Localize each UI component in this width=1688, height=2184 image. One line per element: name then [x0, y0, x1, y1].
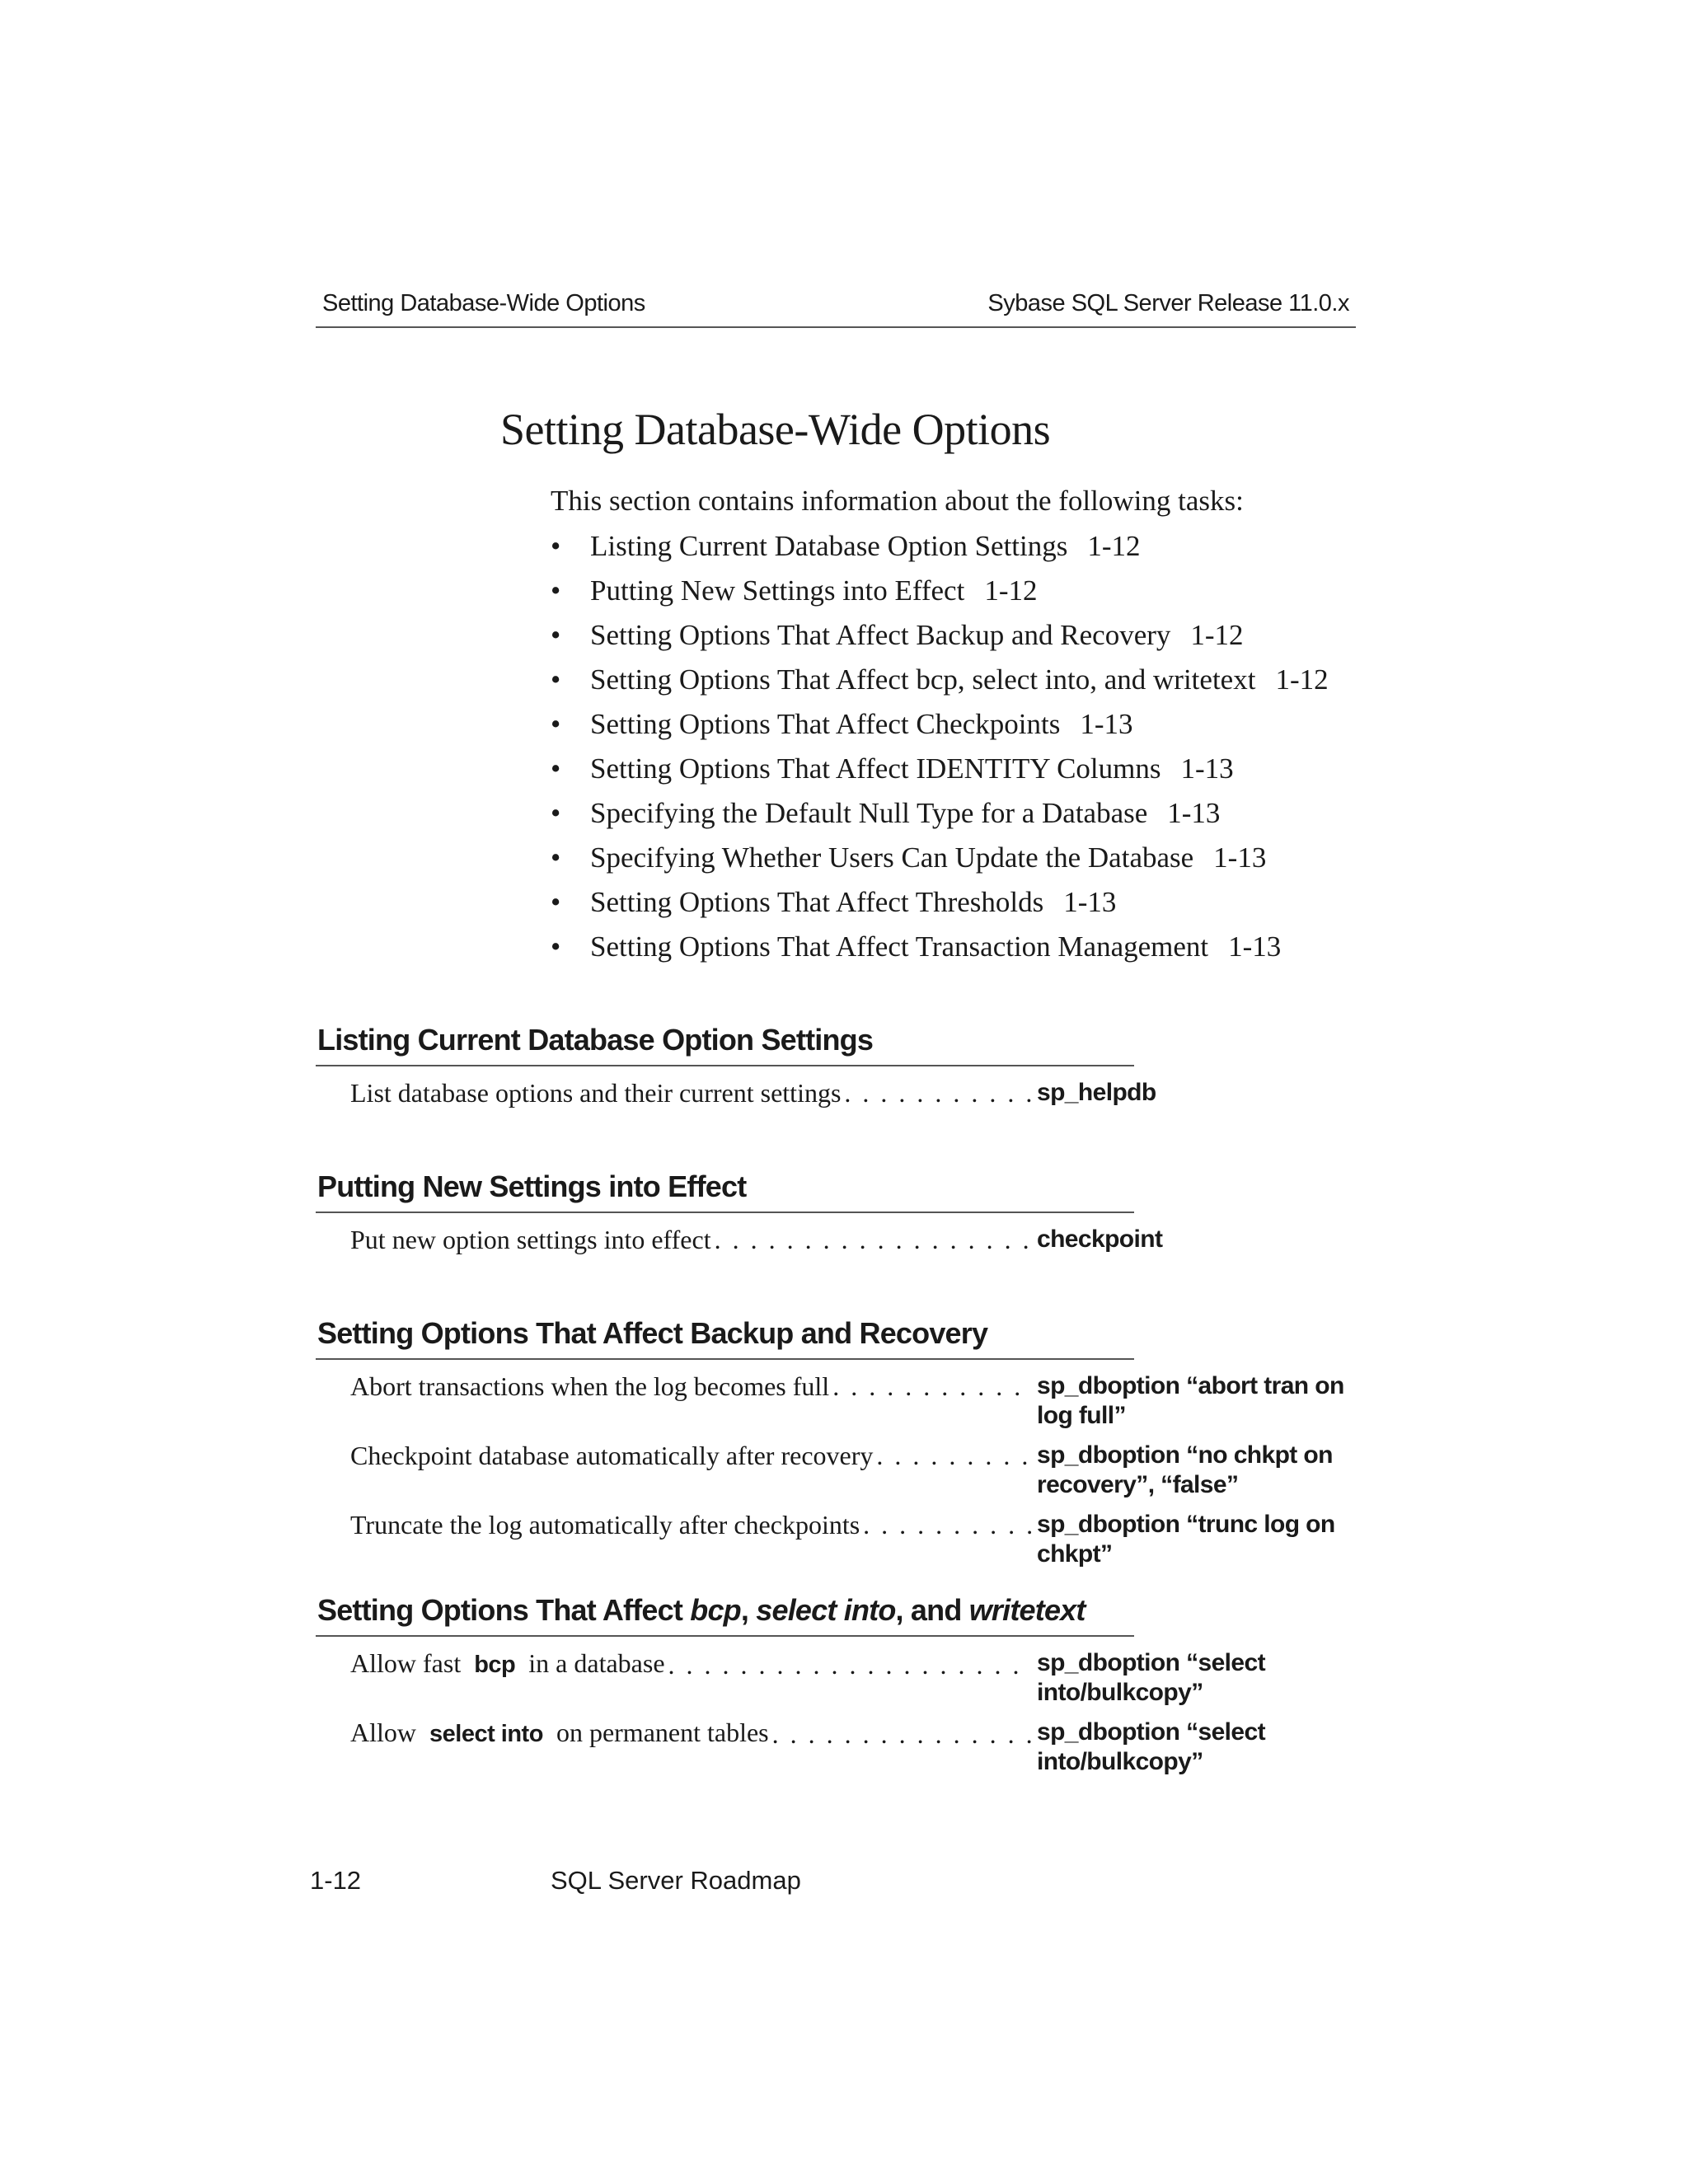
running-header-release: Sybase SQL Server Release 11.0.x: [987, 290, 1349, 316]
task-label: Setting Options That Affect Transaction Management: [590, 930, 1209, 963]
heading-prefix: Setting Options That Affect: [317, 1593, 683, 1627]
bullet-icon: •: [551, 619, 561, 651]
task-list: [551, 524, 1329, 969]
command-description: [350, 1225, 1037, 1254]
task-item: [551, 524, 1329, 569]
command-row: [350, 1510, 1335, 1569]
section-heading: Setting Options That Affect Backup and Recovery: [316, 1309, 1134, 1360]
task-item: [551, 880, 1329, 925]
heading-writetext: writetext: [968, 1593, 1085, 1627]
task-page: 1-13: [1213, 841, 1267, 874]
bullet-icon: •: [551, 530, 561, 562]
inline-code: select into: [429, 1721, 543, 1747]
description-pre: Allow fast: [350, 1648, 468, 1678]
task-label: Setting Options That Affect IDENTITY Columns: [590, 752, 1161, 785]
section-heading: [316, 1586, 1134, 1637]
command-description: [350, 1648, 1037, 1680]
task-item: [551, 658, 1329, 702]
task-label: Listing Current Database Option Settings: [590, 530, 1068, 562]
description-text: List database options and their current settings: [350, 1078, 842, 1108]
bullet-icon: •: [551, 752, 561, 785]
heading-bcp: bcp: [690, 1593, 741, 1627]
bullet-icon: •: [551, 663, 561, 696]
section-heading: Listing Current Database Option Settings: [316, 1015, 1134, 1066]
description-text: Checkpoint database automatically after recovery: [350, 1441, 874, 1470]
task-label: Specifying Whether Users Can Update the Database: [590, 841, 1194, 874]
dot-leader: [772, 1719, 1032, 1749]
bullet-icon: •: [551, 886, 561, 918]
running-header: [316, 290, 1356, 328]
command-name: sp_dboption “select into/bulkcopy”: [1037, 1718, 1265, 1775]
task-page: 1-12: [984, 574, 1038, 607]
task-item: [551, 836, 1329, 880]
task-label: Specifying the Default Null Type for a Database: [590, 797, 1148, 829]
dot-leader: [863, 1510, 1032, 1540]
section-new-settings: [316, 1162, 1163, 1264]
bullet-icon: •: [551, 797, 561, 829]
task-page: 1-13: [1167, 797, 1221, 829]
description-post: in a database: [522, 1648, 665, 1678]
command-row: [350, 1718, 1265, 1777]
command-name: sp_helpdb: [1037, 1079, 1156, 1106]
command-name: checkpoint: [1037, 1226, 1163, 1253]
command-name: sp_dboption “no chkpt on recovery”, “false”: [1037, 1441, 1333, 1498]
command-description: [350, 1510, 1037, 1540]
task-item: [551, 613, 1329, 658]
task-page: 1-12: [1087, 530, 1141, 562]
description-text: Put new option settings into effect: [350, 1225, 711, 1254]
command-name: sp_dboption “abort tran on log full”: [1037, 1372, 1344, 1429]
dot-leader: [832, 1371, 1032, 1401]
description-text: Abort transactions when the log becomes full: [350, 1371, 830, 1401]
command-name: sp_dboption “select into/bulkcopy”: [1037, 1649, 1265, 1706]
command-description: [350, 1371, 1037, 1401]
dot-leader: [876, 1441, 1032, 1470]
bullet-icon: •: [551, 930, 561, 963]
section-backup-recovery: [316, 1309, 1344, 1579]
task-item: [551, 702, 1329, 747]
dot-leader: [715, 1225, 1032, 1254]
command-description: [350, 1078, 1037, 1108]
task-item: [551, 747, 1329, 791]
bullet-icon: •: [551, 574, 561, 607]
dot-leader: [668, 1650, 1032, 1680]
command-row: [350, 1441, 1333, 1500]
dot-leader: [844, 1078, 1032, 1108]
task-page: 1-12: [1190, 619, 1244, 651]
description-text: Truncate the log automatically after checkpoints: [350, 1510, 860, 1540]
footer-page-number: 1-12: [310, 1866, 362, 1895]
bullet-icon: •: [551, 708, 561, 740]
task-label: Setting Options That Affect Backup and Recovery: [590, 619, 1171, 651]
command-row: [350, 1225, 1163, 1254]
inline-code: bcp: [474, 1652, 516, 1678]
description-text: [350, 1648, 665, 1680]
task-page: 1-13: [1228, 930, 1282, 963]
task-item: [551, 791, 1329, 836]
intro-text: This section contains information about the following tasks:: [551, 485, 1244, 517]
command-row: [350, 1078, 1156, 1108]
command-row: [350, 1648, 1265, 1708]
section-heading: Putting New Settings into Effect: [316, 1162, 1134, 1213]
section-bcp-select-writetext: [316, 1586, 1265, 1787]
task-page: 1-13: [1180, 752, 1234, 785]
command-description: [350, 1441, 1037, 1470]
task-label: Putting New Settings into Effect: [590, 574, 965, 607]
page-title: Setting Database-Wide Options: [500, 405, 1051, 454]
footer-book-title: SQL Server Roadmap: [551, 1866, 801, 1895]
description-pre: Allow: [350, 1718, 423, 1747]
description-text: [350, 1718, 769, 1749]
task-label: Setting Options That Affect Checkpoints: [590, 708, 1061, 740]
command-row: [350, 1371, 1344, 1431]
task-page: 1-13: [1063, 886, 1117, 918]
heading-comma: ,: [740, 1593, 749, 1627]
heading-and: , and: [895, 1593, 962, 1627]
task-item: [551, 569, 1329, 613]
section-listing-settings: [316, 1015, 1156, 1118]
command-name: sp_dboption “trunc log on chkpt”: [1037, 1511, 1335, 1568]
heading-select-into: select into: [756, 1593, 896, 1627]
task-label: Setting Options That Affect Thresholds: [590, 886, 1044, 918]
task-page: 1-12: [1275, 663, 1329, 696]
description-post: on permanent tables: [549, 1718, 769, 1747]
task-label: Setting Options That Affect bcp, select into, and writetext: [590, 663, 1256, 696]
command-description: [350, 1718, 1037, 1749]
running-header-section: Setting Database-Wide Options: [322, 290, 645, 316]
task-page: 1-13: [1080, 708, 1133, 740]
bullet-icon: •: [551, 841, 561, 874]
task-item: [551, 925, 1329, 969]
